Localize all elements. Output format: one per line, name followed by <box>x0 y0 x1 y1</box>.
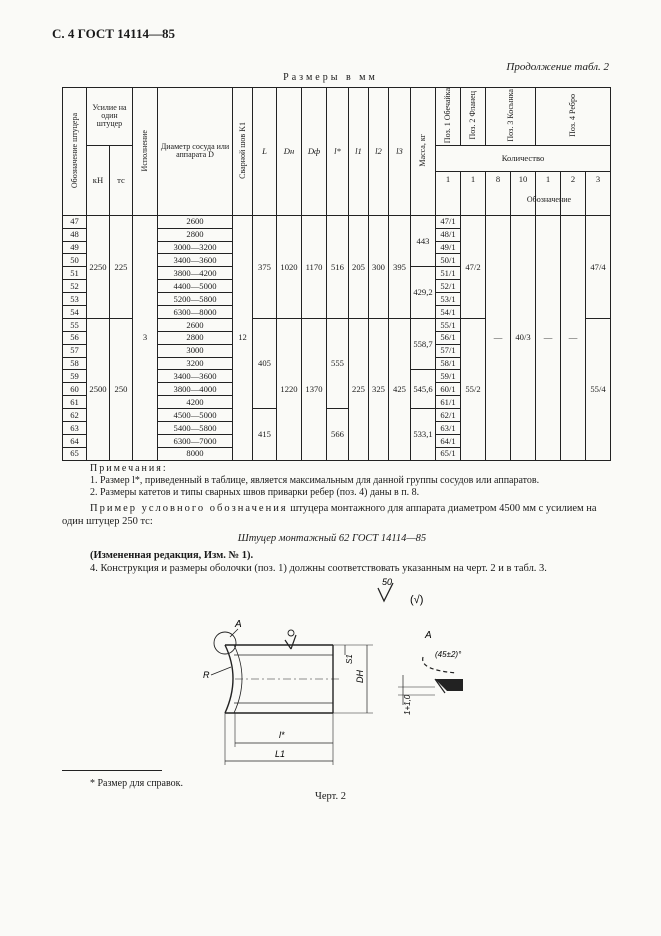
row-number: 52 <box>63 280 87 293</box>
h-force: Усилие на один штуцер <box>87 88 133 146</box>
label-s1: S1 <box>345 654 354 664</box>
label-r: R <box>203 670 210 680</box>
diameter: 5400—5800 <box>158 422 233 435</box>
pos1-designation: 53/1 <box>436 293 461 306</box>
h-weld: Сварной шов K1 <box>237 122 247 180</box>
diameter: 8000 <box>158 447 233 460</box>
table-row <box>63 215 611 228</box>
force-kn: 2500 <box>87 318 110 460</box>
qty-3: 8 <box>486 171 511 215</box>
footnote-rule <box>62 770 162 771</box>
h-lstar: l* <box>327 88 349 216</box>
fittings-table <box>62 87 611 461</box>
row-number: 57 <box>63 344 87 357</box>
diameter: 4500—5000 <box>158 409 233 422</box>
pos1-designation: 59/1 <box>436 370 461 383</box>
val-L: 375 <box>253 215 277 318</box>
qty-1: 1 <box>436 171 461 215</box>
h-kn: кН <box>87 145 110 215</box>
row-number: 54 <box>63 306 87 319</box>
val-lstar: 566 <box>327 409 349 461</box>
row-number: 51 <box>63 267 87 280</box>
pos1-designation: 52/1 <box>436 280 461 293</box>
diameter: 3000—3200 <box>158 241 233 254</box>
dimensions-caption: Размеры в мм <box>283 72 378 83</box>
diameter: 2600 <box>158 215 233 228</box>
force-tc: 225 <box>110 215 133 318</box>
row-number: 61 <box>63 396 87 409</box>
val-Dn: 1220 <box>277 318 302 460</box>
mass: 443 <box>411 215 436 267</box>
diameter: 4200 <box>158 396 233 409</box>
table-continuation: Продолжение табл. 2 <box>506 61 609 73</box>
label-l1: L1 <box>275 749 286 759</box>
h-quantity: Количество <box>436 145 611 171</box>
diameter: 2800 <box>158 228 233 241</box>
h-pos2: Поз. 2 Фланец <box>468 91 477 140</box>
pos1-designation: 55/1 <box>436 318 461 331</box>
row-number: 47 <box>63 215 87 228</box>
note-1: 1. Размер l*, приведенный в таблице, является максимальным для данной группы сосудов или аппаратов. <box>90 475 540 486</box>
h-execution: Исполнение <box>140 129 149 172</box>
footnote: * Размер для справок. <box>90 778 183 789</box>
row-number: 50 <box>63 254 87 267</box>
val-Df: 1370 <box>302 318 327 460</box>
clause-4: 4. Конструкция и размеры оболочки (поз. 1) должны соответствовать указанным на черт. 2 и в табл. 3. <box>90 563 547 574</box>
qty-7: 3 <box>586 171 611 215</box>
mass: 558,7 <box>411 318 436 370</box>
val-l3: 425 <box>389 318 411 460</box>
pos3-10: 40/3 <box>511 215 536 460</box>
h-designation-sub: Обозначение <box>526 195 572 204</box>
pos1-designation: 57/1 <box>436 344 461 357</box>
pos1-designation: 65/1 <box>436 447 461 460</box>
pos4-designation: 55/4 <box>586 318 611 460</box>
pos1-designation: 47/1 <box>436 215 461 228</box>
diameter: 3800—4000 <box>158 383 233 396</box>
h-pos4: Поз. 4 Ребро <box>568 94 577 138</box>
row-number: 59 <box>63 370 87 383</box>
label-lstar: l* <box>279 730 285 740</box>
pos4-designation: 47/4 <box>586 215 611 318</box>
diameter: 3400—3600 <box>158 254 233 267</box>
diameter: 3000 <box>158 344 233 357</box>
val-lstar: 555 <box>327 318 349 408</box>
view-a-label: A <box>235 619 242 630</box>
qty-6: 2 <box>561 171 586 215</box>
pos1-designation: 64/1 <box>436 434 461 447</box>
h-l3: l3 <box>389 88 411 216</box>
row-number: 65 <box>63 447 87 460</box>
diameter: 5200—5800 <box>158 293 233 306</box>
row-number: 62 <box>63 409 87 422</box>
notes <box>90 463 539 499</box>
dim-1: 1+1,0 <box>403 694 412 715</box>
pos2-designation: 47/2 <box>461 215 486 318</box>
val-l2: 325 <box>369 318 389 460</box>
row-number: 64 <box>63 434 87 447</box>
val-L: 415 <box>253 409 277 461</box>
qty-4: 10 <box>511 171 536 215</box>
val-l1: 225 <box>349 318 369 460</box>
pos1-designation: 49/1 <box>436 241 461 254</box>
pos1-designation: 50/1 <box>436 254 461 267</box>
pos1-designation: 48/1 <box>436 228 461 241</box>
val-l1: 205 <box>349 215 369 318</box>
diameter: 3400—3600 <box>158 370 233 383</box>
roughness-paren: (√) <box>410 594 424 606</box>
pos1-designation: 61/1 <box>436 396 461 409</box>
h-pos3: Поз. 3 Косынка <box>505 89 515 142</box>
notes-title: Примечания: <box>90 463 168 474</box>
shell-left-edge <box>225 645 233 713</box>
force-kn: 2250 <box>87 215 110 318</box>
pos1-designation: 63/1 <box>436 422 461 435</box>
figure-caption: Черт. 2 <box>315 791 346 802</box>
diameter: 2800 <box>158 331 233 344</box>
pos4-1: — <box>536 215 561 460</box>
h-l2: l2 <box>369 88 389 216</box>
row-number: 56 <box>63 331 87 344</box>
example-lead: Пример условного обозначения <box>90 503 288 514</box>
pos2-designation: 55/2 <box>461 318 486 460</box>
val-Df: 1170 <box>302 215 327 318</box>
diameter: 6300—8000 <box>158 306 233 319</box>
example-designation: Штуцер монтажный 62 ГОСТ 14114—85 <box>237 533 427 544</box>
row-number: 60 <box>63 383 87 396</box>
execution: 3 <box>133 215 158 460</box>
pos1-designation: 60/1 <box>436 383 461 396</box>
h-pos1: Поз. 1 Обечайка <box>443 88 452 144</box>
label-dn: DH <box>355 670 365 683</box>
h-mass: Масса, кг <box>418 134 427 167</box>
diameter: 3200 <box>158 357 233 370</box>
h-Dn: Dн <box>277 88 302 216</box>
h-tc: тс <box>110 145 133 215</box>
example-block <box>62 502 602 575</box>
force-tc: 250 <box>110 318 133 460</box>
pos1-designation: 62/1 <box>436 409 461 422</box>
example-text: штуцера монтажного для аппарата диаметром 4500 мм с усилием на один штуцер 250 тс: <box>62 503 597 527</box>
detail-a-label: A <box>425 630 432 641</box>
chamfer-label: (45±2)° <box>435 650 462 659</box>
pos1-designation: 54/1 <box>436 306 461 319</box>
pos1-designation: 58/1 <box>436 357 461 370</box>
pos3-8: — <box>486 215 511 460</box>
qty-5: 1 <box>536 171 561 215</box>
page-header: С. 4 ГОСТ 14114—85 <box>52 26 175 41</box>
h-L: L <box>253 88 277 216</box>
val-l2: 300 <box>369 215 389 318</box>
val-Dn: 1020 <box>277 215 302 318</box>
row-number: 55 <box>63 318 87 331</box>
diameter: 2600 <box>158 318 233 331</box>
qty-2: 1 <box>461 171 486 215</box>
mass: 429,2 <box>411 267 436 319</box>
h-designation: Обозначение штуцера <box>69 113 79 189</box>
weld: 12 <box>233 215 253 460</box>
row-number: 58 <box>63 357 87 370</box>
row-number: 63 <box>63 422 87 435</box>
h-l1: l1 <box>349 88 369 216</box>
note-2: 2. Размеры катетов и типы сварных швов приварки ребер (поз. 4) даны в п. 8. <box>90 487 420 498</box>
row-number: 49 <box>63 241 87 254</box>
drawing-2 <box>195 575 485 775</box>
diameter: 4400—5000 <box>158 280 233 293</box>
diameter: 6300—7000 <box>158 434 233 447</box>
pos4-2: — <box>561 215 586 460</box>
revision-note: (Измененная редакция, Изм. № 1). <box>90 550 254 561</box>
row-number: 53 <box>63 293 87 306</box>
val-l3: 395 <box>389 215 411 318</box>
pos1-designation: 56/1 <box>436 331 461 344</box>
pos1-designation: 51/1 <box>436 267 461 280</box>
mass: 545,6 <box>411 370 436 409</box>
val-lstar: 516 <box>327 215 349 318</box>
val-L: 405 <box>253 318 277 408</box>
roughness-value: 50 <box>382 577 393 587</box>
mass: 533,1 <box>411 409 436 461</box>
h-Df: Dф <box>302 88 327 216</box>
detail-circle <box>214 632 236 654</box>
row-number: 48 <box>63 228 87 241</box>
h-diameter: Диаметр сосуда или аппарата D <box>158 88 233 216</box>
diameter: 3800—4200 <box>158 267 233 280</box>
